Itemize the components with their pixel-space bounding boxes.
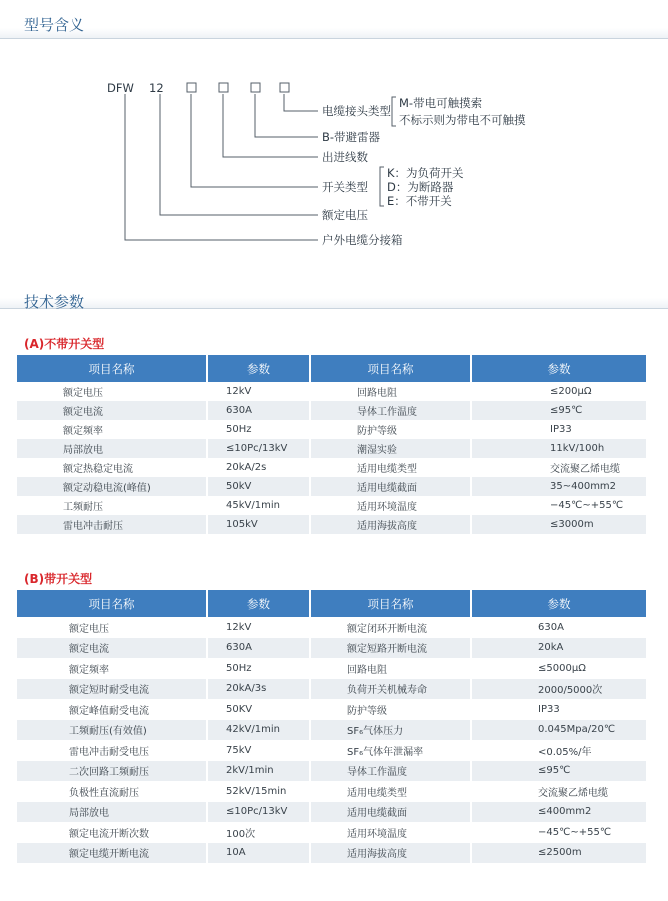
table-header-row: [17, 355, 646, 382]
section-rule-model: [0, 28, 668, 39]
table-a-title: (A)不带开关型: [24, 337, 105, 351]
item-name-cell: 额定短时耐受电流: [17, 679, 207, 700]
section-rule-tech: [0, 298, 668, 309]
param-value-cell: 35~400mm2: [471, 477, 646, 496]
model-voltage-code: 12: [149, 81, 164, 95]
table-row: [17, 401, 646, 420]
param-value-cell: ≤95℃: [471, 761, 646, 782]
item-name-cell: 额定电压: [17, 617, 207, 638]
table-row: [17, 720, 646, 741]
header-param: 参数: [471, 590, 646, 617]
table-row: [17, 515, 646, 534]
item-name-cell: 适用环境温度: [310, 496, 471, 515]
table-row: [17, 496, 646, 515]
item-name-cell: 局部放电: [17, 802, 207, 823]
table-header-row: [17, 590, 646, 617]
param-value-cell: 630A: [207, 638, 310, 659]
param-value-cell: 20kA/2s: [207, 458, 310, 477]
param-value-cell: 45kV/1min: [207, 496, 310, 515]
code-box-1: [187, 83, 196, 92]
header-item-name: 项目名称: [17, 355, 207, 382]
item-name-cell: 额定峰值耐受电流: [17, 699, 207, 720]
label-arrester: B-带避雷器: [322, 130, 381, 144]
item-name-cell: 防护等级: [310, 420, 471, 439]
param-value-cell: 交流聚乙烯电缆: [471, 458, 646, 477]
item-name-cell: 额定热稳定电流: [17, 458, 207, 477]
item-name-cell: 局部放电: [17, 439, 207, 458]
section-title-model-meaning: 型号含义: [24, 16, 85, 34]
table-row: [17, 781, 646, 802]
param-value-cell: IP33: [471, 699, 646, 720]
label-switch-type: 开关类型: [322, 180, 368, 194]
item-name-cell: 额定电流: [17, 638, 207, 659]
param-value-cell: 105kV: [207, 515, 310, 534]
item-name-cell: 适用电缆截面: [310, 802, 471, 823]
label-cable-connector-none: 不标示则为带电不可触摸: [399, 113, 526, 127]
param-value-cell: 2000/5000次: [471, 679, 646, 700]
item-name-cell: 适用电缆类型: [310, 458, 471, 477]
param-value-cell: 11kV/100h: [471, 439, 646, 458]
header-param: 参数: [207, 355, 310, 382]
item-name-cell: 适用环境温度: [310, 822, 471, 843]
param-value-cell: 52kV/15min: [207, 781, 310, 802]
code-box-4: [280, 83, 289, 92]
param-value-cell: ≤200μΩ: [471, 382, 646, 401]
param-value-cell: 75kV: [207, 740, 310, 761]
param-value-cell: −45℃~+55℃: [471, 496, 646, 515]
header-param: 参数: [207, 590, 310, 617]
param-value-cell: 交流聚乙烯电缆: [471, 781, 646, 802]
param-value-cell: ≤5000μΩ: [471, 658, 646, 679]
item-name-cell: 适用电缆类型: [310, 781, 471, 802]
param-value-cell: −45℃~+55℃: [471, 822, 646, 843]
table-row: [17, 822, 646, 843]
table-row: [17, 658, 646, 679]
param-value-cell: 20kA/3s: [207, 679, 310, 700]
label-rated-voltage: 额定电压: [322, 208, 368, 222]
label-cable-connector-m: M-带电可触摸索: [399, 96, 483, 110]
item-name-cell: 雷电冲击耐压: [17, 515, 207, 534]
table-row: [17, 802, 646, 823]
param-value-cell: 2kV/1min: [207, 761, 310, 782]
param-value-cell: 12kV: [207, 617, 310, 638]
item-name-cell: 负极性直流耐压: [17, 781, 207, 802]
param-value-cell: 20kA: [471, 638, 646, 659]
item-name-cell: 回路电阻: [310, 382, 471, 401]
param-value-cell: ≤400mm2: [471, 802, 646, 823]
item-name-cell: 额定闭环开断电流: [310, 617, 471, 638]
item-name-cell: SF₆气体年泄漏率: [310, 740, 471, 761]
item-name-cell: 额定频率: [17, 658, 207, 679]
item-name-cell: SF₆气体压力: [310, 720, 471, 741]
item-name-cell: 防护等级: [310, 699, 471, 720]
item-name-cell: 二次回路工频耐压: [17, 761, 207, 782]
table-row: [17, 420, 646, 439]
code-box-3: [251, 83, 260, 92]
item-name-cell: 雷电冲击耐受电压: [17, 740, 207, 761]
param-value-cell: ≤2500m: [471, 843, 646, 864]
label-outlet-count: 出进线数: [322, 150, 368, 164]
table-row: [17, 679, 646, 700]
table-row: [17, 740, 646, 761]
item-name-cell: 回路电阻: [310, 658, 471, 679]
item-name-cell: 额定电缆开断电流: [17, 843, 207, 864]
label-switch-k: K：为负荷开关: [387, 166, 464, 180]
table-row: [17, 761, 646, 782]
item-name-cell: 适用海拔高度: [310, 515, 471, 534]
param-value-cell: 630A: [471, 617, 646, 638]
label-switch-e: E：不带开关: [387, 194, 452, 208]
item-name-cell: 额定电流: [17, 401, 207, 420]
table-row: [17, 699, 646, 720]
param-value-cell: ≤10Pc/13kV: [207, 802, 310, 823]
item-name-cell: 潮湿实验: [310, 439, 471, 458]
param-value-cell: ≤10Pc/13kV: [207, 439, 310, 458]
item-name-cell: 额定动稳电流(峰值): [17, 477, 207, 496]
param-value-cell: 50kV: [207, 477, 310, 496]
code-box-2: [219, 83, 228, 92]
spec-table-b: [17, 590, 646, 863]
param-value-cell: 100次: [207, 822, 310, 843]
item-name-cell: 额定短路开断电流: [310, 638, 471, 659]
item-name-cell: 额定频率: [17, 420, 207, 439]
section-title-tech-params: 技术参数: [24, 293, 85, 311]
item-name-cell: 工频耐压(有效值): [17, 720, 207, 741]
table-row: [17, 439, 646, 458]
model-prefix: DFW: [107, 81, 134, 95]
param-value-cell: <0.05%/年: [471, 740, 646, 761]
table-row: [17, 617, 646, 638]
header-item-name: 项目名称: [310, 590, 471, 617]
item-name-cell: 导体工作温度: [310, 401, 471, 420]
item-name-cell: 负荷开关机械寿命: [310, 679, 471, 700]
table-b-title: (B)带开关型: [24, 572, 93, 586]
table-row: [17, 382, 646, 401]
param-value-cell: 50KV: [207, 699, 310, 720]
param-value-cell: 50Hz: [207, 658, 310, 679]
item-name-cell: 导体工作温度: [310, 761, 471, 782]
param-value-cell: 12kV: [207, 382, 310, 401]
param-value-cell: 50Hz: [207, 420, 310, 439]
param-value-cell: ≤3000m: [471, 515, 646, 534]
param-value-cell: 0.045Mpa/20℃: [471, 720, 646, 741]
table-row: [17, 843, 646, 864]
header-param: 参数: [471, 355, 646, 382]
item-name-cell: 额定电压: [17, 382, 207, 401]
table-row: [17, 477, 646, 496]
item-name-cell: 工频耐压: [17, 496, 207, 515]
label-switch-d: D：为断路器: [387, 180, 454, 194]
table-row: [17, 638, 646, 659]
header-item-name: 项目名称: [17, 590, 207, 617]
param-value-cell: 630A: [207, 401, 310, 420]
table-row: [17, 458, 646, 477]
spec-table-a: [17, 355, 646, 534]
param-value-cell: ≤95℃: [471, 401, 646, 420]
label-outdoor-box: 户外电缆分接箱: [322, 233, 403, 247]
item-name-cell: 适用海拔高度: [310, 843, 471, 864]
param-value-cell: 42kV/1min: [207, 720, 310, 741]
param-value-cell: IP33: [471, 420, 646, 439]
item-name-cell: 额定电流开断次数: [17, 822, 207, 843]
label-cable-connector-type: 电缆接头类型: [322, 104, 391, 118]
header-item-name: 项目名称: [310, 355, 471, 382]
param-value-cell: 10A: [207, 843, 310, 864]
item-name-cell: 适用电缆截面: [310, 477, 471, 496]
model-code-diagram: [0, 70, 668, 260]
